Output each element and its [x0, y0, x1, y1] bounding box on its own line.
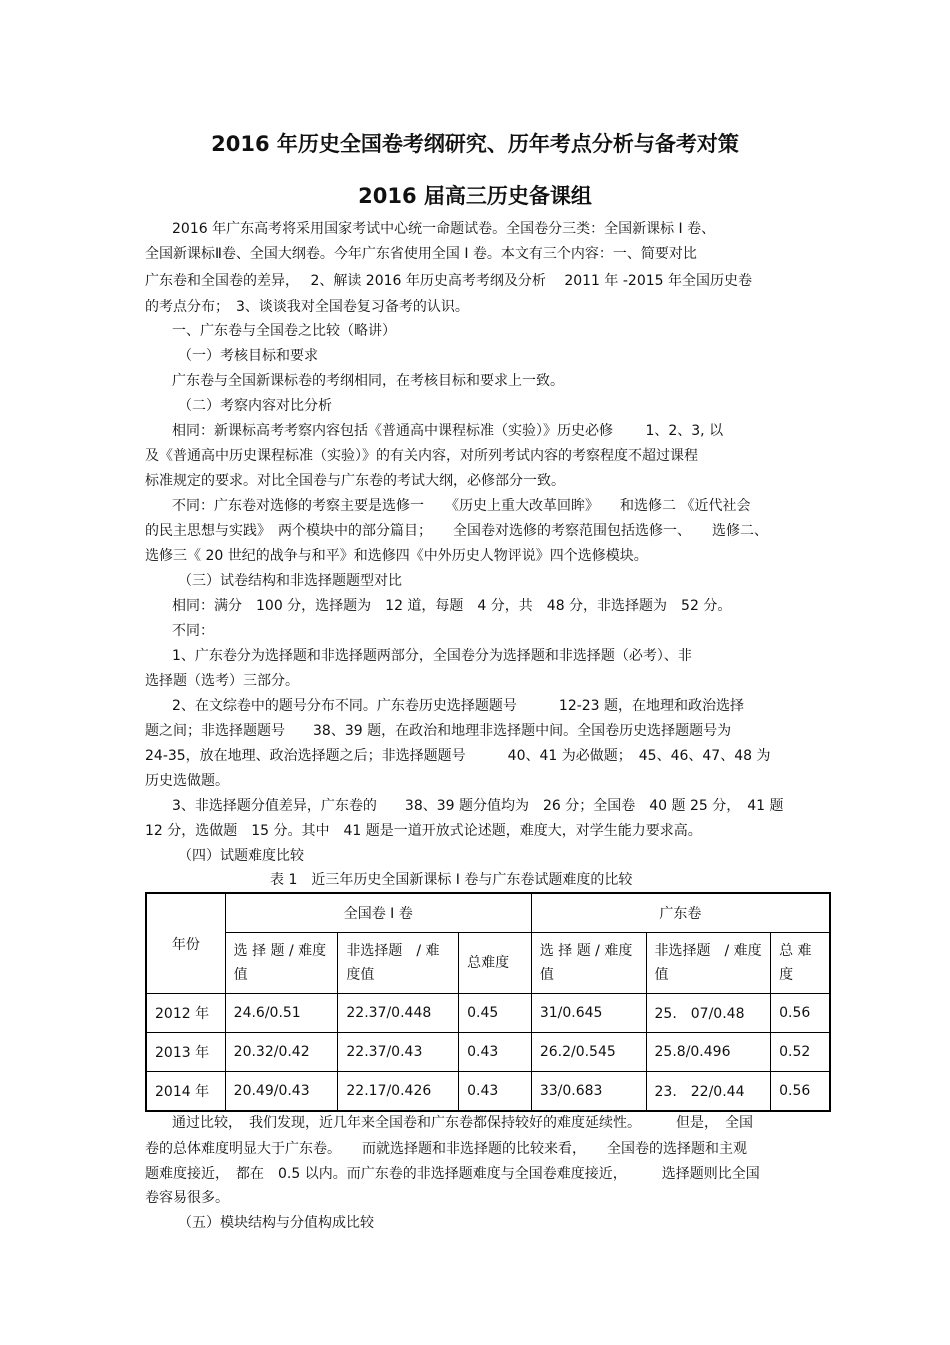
column-header: 总 难度: [771, 933, 830, 994]
paragraph-line: 及《普通高中历史课程标准（实验）》的有关内容，对所列考试内容的考察程度不超过课程: [145, 448, 698, 464]
table-cell: 31/0.645: [531, 994, 646, 1033]
table-cell: 20.49/0.43: [225, 1072, 338, 1112]
table-row: [146, 1033, 830, 1072]
table-cell: 25. 07/0.48: [646, 994, 771, 1033]
paragraph-line: 卷容易很多。: [145, 1190, 229, 1206]
paragraph-line: 的考点分布； 3、谈谈我对全国卷复习备考的认识。: [145, 299, 469, 315]
section-heading: 一、广东卷与全国卷之比较（略讲）: [172, 323, 396, 339]
paragraph-line: 选修三《 20 世纪的战争与和平》和选修四《中外历史人物评说》四个选修模块。: [145, 548, 648, 564]
table-cell: 0.45: [459, 994, 532, 1033]
column-header: 选 择 题 / 难度值: [225, 933, 338, 994]
paragraph-line: 2、在文综卷中的题号分布不同。广东卷历史选择题题号 12-23 题，在地理和政治选择: [172, 698, 745, 714]
table-cell: 0.56: [771, 1072, 830, 1112]
table-cell: 20.32/0.42: [225, 1033, 338, 1072]
paragraph-line: 全国新课标Ⅱ卷、全国大纲卷。今年广东省使用全国 I 卷。本文有三个内容：一、简要对比: [145, 246, 697, 262]
document-subtitle: 2016 届高三历史备课组: [358, 184, 592, 208]
subsection-heading: （二）考察内容对比分析: [178, 398, 332, 414]
table-cell: 26.2/0.545: [531, 1033, 646, 1072]
column-header: 非选择题 / 难度值: [646, 933, 771, 994]
paragraph-line: 不同：: [172, 623, 214, 639]
paragraph-line: 不同：广东卷对选修的考察主要是选修一 《历史上重大改革回眸》 和选修二 《近代社会: [172, 498, 751, 514]
paragraph-line: 题难度接近， 都在 0.5 以内。而广东卷的非选择题难度与全国卷难度接近， 选择题则比全国: [145, 1166, 760, 1182]
column-header: 总难度: [459, 933, 532, 994]
paragraph-line: 题之间；非选择题题号 38、39 题，在政治和地理非选择题中间。全国卷历史选择题题号为: [145, 723, 732, 739]
group-header-national: 全国卷 I 卷: [225, 893, 531, 933]
table-cell: 22.17/0.426: [338, 1072, 459, 1112]
paragraph-line: 通过比较， 我们发现，近几年来全国卷和广东卷都保持较好的难度延续性。 但是， 全国: [172, 1115, 753, 1131]
table-cell: 25.8/0.496: [646, 1033, 771, 1072]
paragraph-line: 广东卷与全国新课标卷的考纲相同，在考核目标和要求上一致。: [172, 373, 564, 389]
column-header: 非选择题 / 难度值: [338, 933, 459, 994]
paragraph-line: 选择题（选考）三部分。: [145, 673, 299, 689]
table-cell: 24.6/0.51: [225, 994, 338, 1033]
paragraph-line: 相同：新课标高考考察内容包括《普通高中课程标准（实验）》历史必修 1、2、3, 以: [172, 423, 724, 439]
table-row: [146, 994, 830, 1033]
column-header: 选 择 题 / 难度值: [531, 933, 646, 994]
table-cell: 0.43: [459, 1033, 532, 1072]
year-header: 年份: [146, 893, 225, 994]
table-caption: 表 1 近三年历史全国新课标 I 卷与广东卷试题难度的比较: [270, 872, 633, 888]
table-cell: 2012 年: [146, 994, 225, 1033]
paragraph-line: 的民主思想与实践》 两个模块中的部分篇目； 全国卷对选修的考察范围包括选修一、 选修二、: [145, 523, 768, 539]
table-cell: 22.37/0.43: [338, 1033, 459, 1072]
subsection-heading: （三）试卷结构和非选择题题型对比: [178, 573, 402, 589]
table-cell: 0.43: [459, 1072, 532, 1112]
paragraph-line: 历史选做题。: [145, 773, 229, 789]
table-cell: 0.56: [771, 994, 830, 1033]
table-cell: 33/0.683: [531, 1072, 646, 1112]
group-header-guangdong: 广东卷: [531, 893, 830, 933]
table-cell: 22.37/0.448: [338, 994, 459, 1033]
subsection-heading: （四）试题难度比较: [178, 848, 304, 864]
paragraph-line: 12 分，选做题 15 分。其中 41 题是一道开放式论述题，难度大，对学生能力要求高。: [145, 823, 702, 839]
subsection-heading: （一）考核目标和要求: [178, 348, 318, 364]
paragraph-line: 1、广东卷分为选择题和非选择题两部分，全国卷分为选择题和非选择题（必考）、非: [172, 648, 692, 664]
paragraph-line: 广东卷和全国卷的差异， 2、解读 2016 年历史高考考纲及分析 2011 年 -2015 年全国历史卷: [145, 273, 752, 289]
paragraph-line: 相同：满分 100 分，选择题为 12 道，每题 4 分，共 48 分，非选择题为 52 分。: [172, 598, 732, 614]
subsection-heading: （五）模块结构与分值构成比较: [178, 1215, 374, 1231]
table-cell: 2014 年: [146, 1072, 225, 1112]
paragraph-line: 标准规定的要求。对比全国卷与广东卷的考试大纲，必修部分一致。: [145, 473, 565, 489]
paragraph-line: 2016 年广东高考将采用国家考试中心统一命题试卷。全国卷分三类：全国新课标 I 卷、: [172, 221, 716, 237]
document-title: 2016 年历史全国卷考纲研究、历年考点分析与备考对策: [211, 132, 739, 156]
table-row: [146, 1072, 830, 1112]
paragraph-line: 卷的总体难度明显大于广东卷。 而就选择题和非选择题的比较来看， 全国卷的选择题和主观: [145, 1141, 747, 1157]
table-cell: 0.52: [771, 1033, 830, 1072]
table-cell: 2013 年: [146, 1033, 225, 1072]
difficulty-table: [145, 892, 831, 1112]
paragraph-line: 24-35，放在地理、政治选择题之后；非选择题题号 40、41 为必做题； 45、46、47、48 为: [145, 748, 771, 764]
table-cell: 23. 22/0.44: [646, 1072, 771, 1112]
paragraph-line: 3、非选择题分值差异，广东卷的 38、39 题分值均为 26 分；全国卷 40 题 25 分， 41 题: [172, 798, 784, 814]
